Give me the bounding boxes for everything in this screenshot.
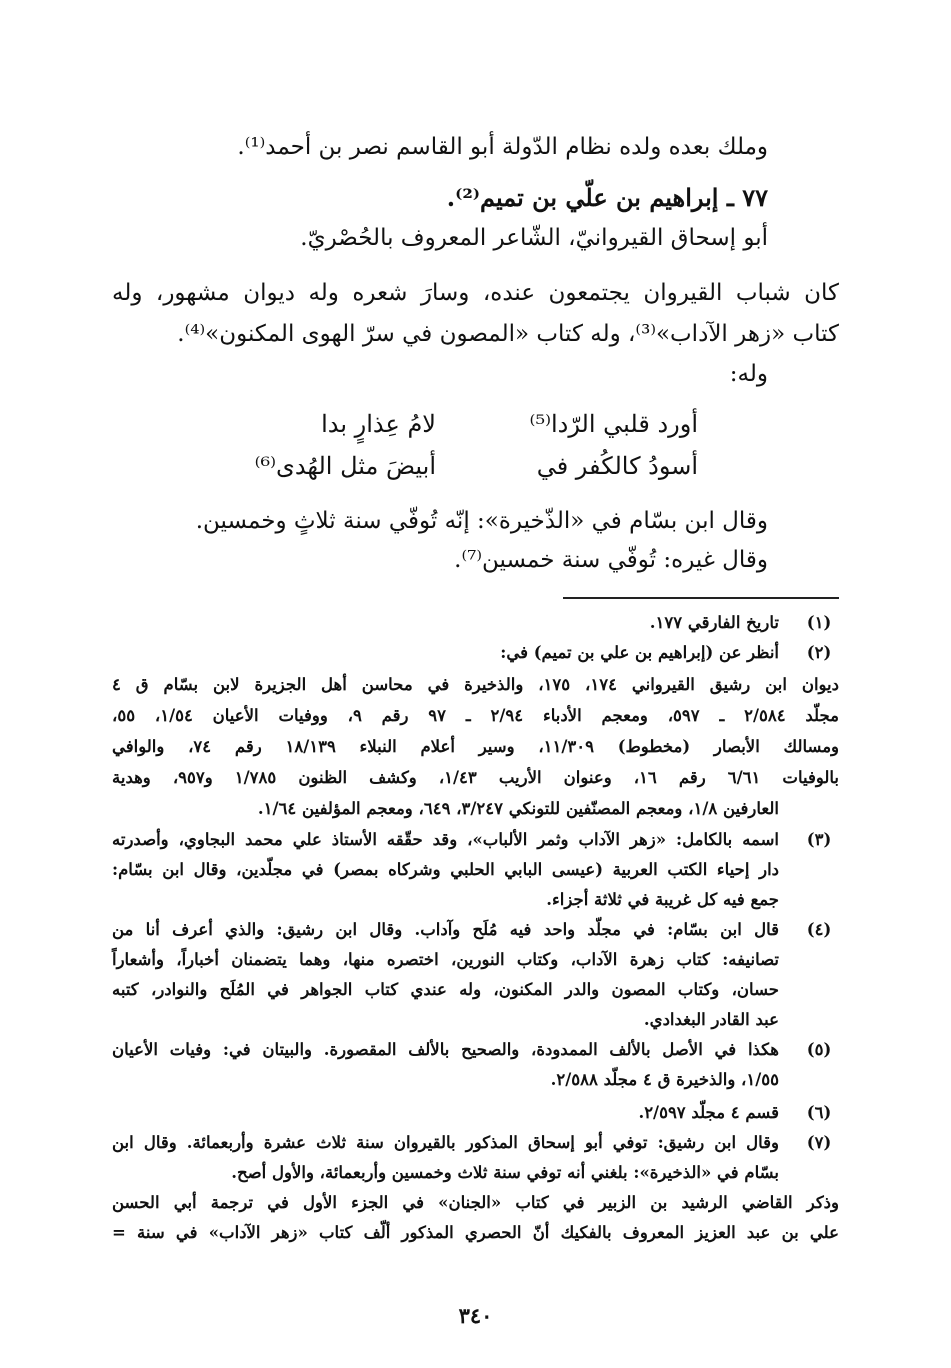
footnote-text-4-line-3: حسان، وكتاب المصون والدر المكنون، وله عندي كتاب الجواهر في المُلَح والنوادر، كتبه: [112, 980, 779, 999]
entry-heading: ٧٧ ـ إبراهيم بن علّي بن تميم⁽²⁾.: [446, 183, 768, 212]
footnote-text-4-line-4: عبد القادر البغدادي.: [643, 1010, 779, 1029]
body-line-1: وملك بعده ولده نظام الدّولة أبو القاسم نصر بن أحمد⁽¹⁾.: [237, 134, 768, 160]
footnote-number-3: (٣): [806, 830, 832, 849]
footnote-text-3-line-2: دار إحياء الكتب العربية (عيسى البابي الحلبي وشركاه بمصر) في مجلّدين، وقال ابن بسّام:: [112, 860, 779, 879]
page-number: ٣٤٠: [458, 1303, 493, 1328]
body-death-line-2: وقال غيره: تُوفّي سنة خمسين⁽⁷⁾.: [454, 547, 768, 573]
footnote-text-7-line-4: علي بن عبد العزيز المعروف بالفكيك أنّ الحصري المذكور ألّف كتاب «زهر الآداب» في سنة =: [112, 1223, 839, 1242]
footnote-text-1: تاريخ الفارقي ١٧٧.: [649, 613, 779, 632]
footnote-number-1: (١): [806, 613, 832, 632]
verse-2-hemistich-1: أسودُ كالكُفر في: [536, 452, 698, 480]
footnote-number-2: (٢): [806, 643, 832, 662]
footnote-number-4: (٤): [806, 920, 832, 939]
verse-1-hemistich-1: أورد قلبي الرّدا⁽⁵⁾: [529, 410, 698, 438]
footnote-text-4-line-1: قال ابن بسّام: في مجلّد واحد فيه مُلَح وآداب. وقال ابن رشيق: والذي أعرف أنا من: [112, 920, 779, 939]
footnote-text-5-line-1: هكذا في الأصل بالألف الممدودة، والصحيح بالألف المقصورة. والبيتان في: وفيات الأعيان: [112, 1040, 779, 1059]
body-paragraph-line-3: وله:: [729, 361, 768, 387]
footnote-text-2-line-4: ومسالك الأبصار (مخطوط) ١١/٣٠٩، وسير أعلام النبلاء ١٨/١٣٩ رقم ٧٤، والوافي: [112, 737, 840, 756]
footnote-number-7: (٧): [806, 1133, 832, 1152]
footnote-number-6: (٦): [806, 1103, 832, 1122]
footnote-text-2-line-5: بالوفيات ٦/٦١ رقم ١٦، وعنوان الأريب ١/٤٣، وكشف الظنون ١/٧٨٥ و٩٥٧، وهدية: [112, 768, 840, 787]
footnote-text-2-line-3: مجلّد ٢/٥٨٤ ـ ٥٩٧، ومعجم الأدباء ٢/٩٤ ـ ٩٧ رقم ٩، ووفيات الأعيان ١/٥٤، ٥٥،: [112, 706, 840, 725]
body-paragraph-line-2: كتاب «زهر الآداب»⁽³⁾، وله كتاب «المصون في سرّ الهوى المكنون»⁽⁴⁾.: [177, 321, 839, 347]
verse-1-hemistich-2: لامُ عِذارٍ بدا: [321, 410, 436, 438]
footnote-text-7-line-1: وقال ابن رشيق: توفي أبو إسحاق المذكور بالقيروان سنة ثلاث عشرة وأربعمائة. وقال ابن: [112, 1133, 779, 1152]
footnote-text-3-line-1: اسمه بالكامل: «زهر الآداب وثمر الألباب»، وقد حقّقه الأستاذ علي محمد البجاوي، وأصدرته: [112, 830, 779, 849]
entry-subtitle: أبو إسحاق القيروانيّ، الشّاعر المعروف بالحُصْريّ.: [300, 225, 768, 251]
footnote-text-3-line-3: جمع فيه كل غريبة في ثلاثة أجزاء.: [546, 890, 779, 909]
verse-2-hemistich-2: أبيضَ مثل الهُدى⁽⁶⁾: [254, 452, 436, 480]
footnote-text-2-line-6: العارفين ١/٨، ومعجم المصنّفين للتونكي ٣/٢٤٧، ٦٤٩، ومعجم المؤلفين ١/٦٤.: [257, 799, 779, 818]
footnote-text-5-line-2: ١/٥٥، والذخيرة ق ٤ مجلّد ٢/٥٨٨.: [550, 1070, 779, 1089]
footnote-number-5: (٥): [806, 1040, 832, 1059]
footnote-text-4-line-2: تصانيفه: كتاب زهرة الآداب، وكتاب النورين، اختصره منها، وهما يتضمنان أخباراً، وأشعاراً: [112, 950, 779, 969]
footnote-text-7-line-3: وذكر القاضي الرشيد بن الزبير في كتاب «الجنان» في الجزء الأول في ترجمة أبي الحسن: [112, 1193, 839, 1212]
body-paragraph-line-1: كان شباب القيروان يجتمعون عنده، وسارَ شعره وله ديوان مشهور، وله: [112, 280, 839, 306]
footnote-text-2-line-1: أنظر عن (إبراهيم بن علي بن تميم) في:: [500, 643, 779, 662]
footnote-text-6: قسم ٤ مجلّد ٢/٥٩٧.: [638, 1103, 779, 1122]
footnote-text-7-line-2: بسّام في «الذخيرة»: بلغني أنه توفي سنة ثلاث وخمسين وأربعمائة، والأول أصح.: [231, 1163, 779, 1182]
footnote-text-2-line-2: ديوان ابن رشيق القيرواني ١٧٤، ١٧٥، والذخيرة في محاسن أهل الجزيرة لابن بسّام ق ٤: [112, 675, 839, 694]
body-death-line-1: وقال ابن بسّام في «الذّخيرة»: إنّه تُوفّي سنة ثلاثٍ وخمسين.: [195, 508, 768, 534]
footnote-separator: [563, 597, 839, 599]
